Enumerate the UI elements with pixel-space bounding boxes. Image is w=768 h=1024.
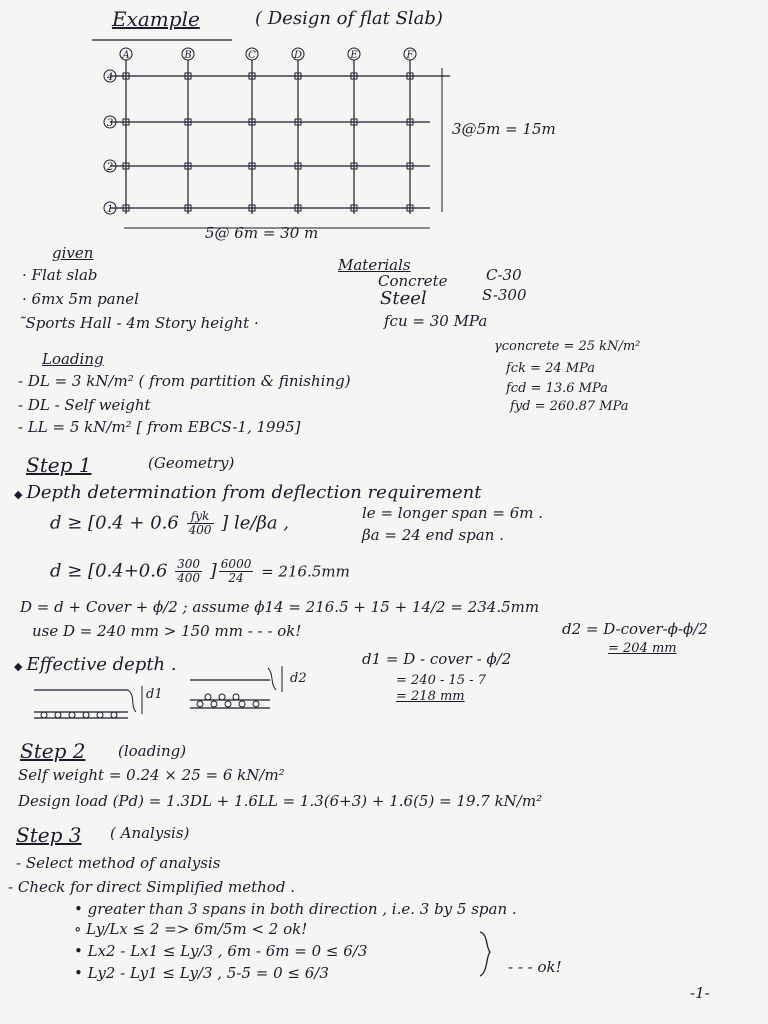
page-subtitle: ( Design of flat Slab) — [255, 8, 443, 29]
col-label: D — [293, 50, 303, 61]
brace-icon — [476, 930, 506, 980]
row-label: 4 — [106, 72, 114, 83]
col-label: C — [248, 50, 256, 61]
given-heading: given — [52, 244, 94, 262]
step3-bullet-4: • Ly2 - Ly1 ≤ Ly/3 , 5-5 = 0 ≤ 6/3 — [74, 964, 329, 982]
concrete-value: C-30 — [486, 266, 522, 284]
fcd-value: fcd = 13.6 MPa — [506, 381, 608, 396]
steel-label: Steel — [380, 288, 427, 309]
step2-title: (loading) — [118, 742, 187, 760]
self-weight-line: Self weight = 0.24 × 25 = 6 kN/m² — [18, 766, 285, 784]
loading-heading: Loading — [42, 350, 104, 368]
grid-plan-sketch — [0, 0, 768, 250]
concrete-label: Concrete — [378, 272, 448, 290]
col-label: A — [122, 50, 130, 61]
effective-depth: ◆ Effective depth . — [14, 654, 177, 675]
fyd-value: fyd = 260.87 MPa — [510, 399, 629, 414]
depth-calculation: d ≥ [0.4+0.6 $\frac{300}{400}$ ] $\frac{6000}{24}$ = 216.5mm — [50, 557, 350, 585]
step3-bullet-2: ∘ Ly/Lx ≤ 2 => 6m/5m < 2 ok! — [74, 920, 308, 938]
row-label: 2 — [106, 162, 114, 173]
d2-equation: d2 = D-cover-ϕ-ϕ/2 — [562, 620, 708, 638]
col-label: B — [184, 50, 192, 61]
page-number: -1- — [690, 984, 710, 1002]
d1-label: d1 — [146, 687, 163, 702]
given-item-2: · 6mx 5m panel — [22, 290, 139, 308]
depth-formula: d ≥ [0.4 + 0.6 $\frac{\text{fyk}}{400}$ ] le/βa , — [50, 509, 290, 537]
design-load-line: Design load (Pd) = 1.3DL + 1.6LL = 1.3(6+3) + 1.6(5) = 19.7 kN/m² — [18, 792, 543, 810]
le-note: le = longer span = 6m . — [362, 504, 543, 522]
step2-heading: Step 2 — [20, 739, 86, 763]
d1-substitution: = 240 - 15 - 7 — [396, 673, 486, 688]
d2-result: = 204 mm — [608, 641, 677, 656]
steel-value: S-300 — [482, 286, 527, 304]
bullet-icon: ◆ — [14, 660, 23, 673]
col-label: F — [406, 50, 414, 61]
step3-bullet-3: • Lx2 - Lx1 ≤ Ly/3 , 6m - 6m = 0 ≤ 6/3 — [74, 942, 368, 960]
given-item-1: · Flat slab — [22, 266, 98, 284]
step3-heading: Step 3 — [16, 823, 82, 847]
rebar-section-sketch — [0, 660, 768, 740]
d2-label: d2 — [290, 671, 307, 686]
gamma-concrete: γconcrete = 25 kN/m² — [494, 339, 641, 354]
loading-dl1: - DL = 3 kN/m² ( from partition & finishing) — [18, 372, 351, 390]
step3-bullet-1: • greater than 3 spans in both direction , i.e. 3 by 5 span . — [74, 900, 517, 918]
title-example: Example — [112, 7, 200, 31]
beta-note: βa = 24 end span . — [362, 526, 504, 544]
row-label: 3 — [106, 118, 114, 129]
d1-equation: d1 = D - cover - ϕ/2 — [362, 650, 512, 668]
fck-value: fck = 24 MPa — [506, 361, 596, 376]
bullet-icon: ◆ — [14, 488, 23, 501]
loading-dl2: - DL - Self weight — [18, 396, 151, 414]
step3-line-2: - Check for direct Simplified method . — [8, 878, 295, 896]
step1-title: (Geometry) — [148, 454, 235, 472]
row-label: 1 — [106, 204, 114, 215]
d1-result: = 218 mm — [396, 689, 465, 704]
use-line: use D = 240 mm > 150 mm - - - ok! — [32, 622, 302, 640]
col-label: E — [350, 50, 358, 61]
given-item-3: ˜Sports Hall - 4m Story height · — [18, 314, 259, 332]
D-line: D = d + Cover + ϕ/2 ; assume ϕ14 = 216.5 + 15 + 14/2 = 234.5mm — [20, 598, 540, 616]
dim-horizontal: 5@ 6m = 30 m — [205, 224, 319, 242]
step3-line-1: - Select method of analysis — [16, 854, 221, 872]
depth-determination: ◆ Depth determination from deflection requirement — [14, 482, 482, 503]
materials-heading: Materials — [338, 256, 411, 274]
step1-heading: Step 1 — [26, 453, 92, 477]
step3-title: ( Analysis) — [110, 824, 190, 842]
step3-ok: - - - ok! — [508, 958, 562, 976]
fcu-value: fcu = 30 MPa — [384, 312, 488, 330]
loading-ll: - LL = 5 kN/m² [ from EBCS-1, 1995] — [18, 418, 301, 436]
dim-vertical: 3@5m = 15m — [452, 120, 556, 138]
